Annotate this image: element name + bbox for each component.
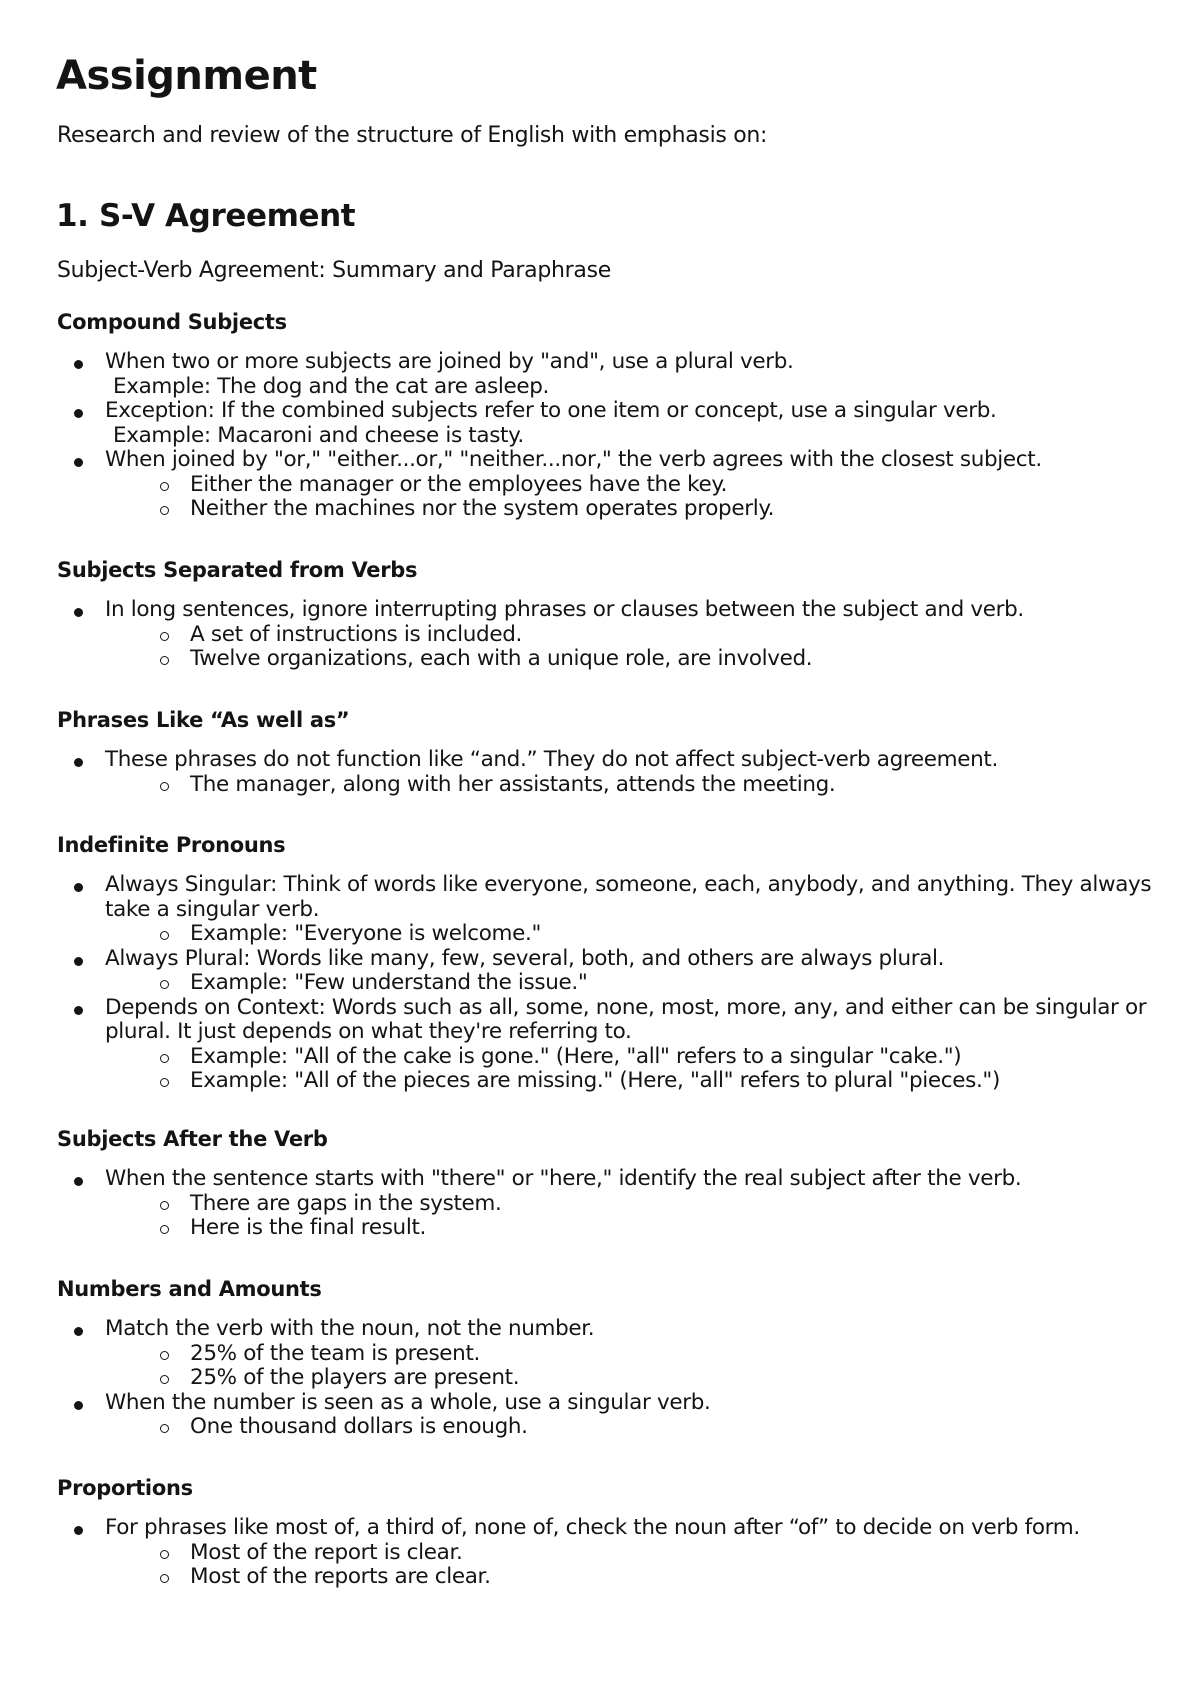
section-subheading: Compound Subjects bbox=[57, 310, 287, 334]
list-item: Exception: If the combined subjects refer to one item or concept, use a singular verb. Example: Macaroni and cheese is tasty. bbox=[57, 399, 1157, 448]
sub-list-item: The manager, along with her assistants, attends the meeting. bbox=[105, 773, 1157, 798]
list-item: Depends on Context: Words such as all, some, none, most, more, any, and either can be singular or plural. It just depends on what they're referring to. Example: "All of the cake is gone." (Here, "all" refers to a singular "cake.") Example: "All of the pieces are missing." (Here, "all" refers to plural "pieces.") bbox=[57, 996, 1157, 1094]
numbers-amounts-section bbox=[57, 1275, 1157, 1440]
sub-list-item: Twelve organizations, each with a unique role, are involved. bbox=[105, 647, 1157, 672]
sub-list-item: A set of instructions is included. bbox=[105, 623, 1157, 648]
section-subheading: Numbers and Amounts bbox=[57, 1277, 322, 1301]
sub-list-item: Here is the final result. bbox=[105, 1216, 1157, 1241]
sub-list-item: Neither the machines nor the system operates properly. bbox=[105, 497, 1157, 522]
as-well-as-section bbox=[57, 706, 1157, 797]
proportions-section bbox=[57, 1474, 1157, 1590]
sub-list-item: Example: "All of the cake is gone." (Here, "all" refers to a singular "cake.") bbox=[105, 1045, 1157, 1070]
list-item: These phrases do not function like “and.” They do not affect subject-verb agreement. The manager, along with her assistants, attends the meeting. bbox=[57, 748, 1157, 797]
section-subheading: Subjects After the Verb bbox=[57, 1127, 328, 1151]
list-item: When joined by "or," "either...or," "neither...nor," the verb agrees with the closest subject. Either the manager or the employees have the key. Neither the machines nor the system operates properly. bbox=[57, 448, 1157, 522]
sub-list-item: One thousand dollars is enough. bbox=[105, 1415, 1157, 1440]
bullet-list bbox=[57, 1167, 1157, 1241]
separated-subjects-section bbox=[57, 556, 1157, 672]
section-subheading: Indefinite Pronouns bbox=[57, 833, 286, 857]
section-subheading: Phrases Like “As well as” bbox=[57, 708, 350, 732]
sub-list-item: 25% of the players are present. bbox=[105, 1366, 1157, 1391]
list-item: Always Singular: Think of words like everyone, someone, each, anybody, and anything. They always take a singular verb. Example: "Everyone is welcome." bbox=[57, 873, 1157, 947]
sub-list-item: There are gaps in the system. bbox=[105, 1192, 1157, 1217]
sub-list-item: Example: "Everyone is welcome." bbox=[105, 922, 1157, 947]
list-item: For phrases like most of, a third of, none of, check the noun after “of” to decide on verb form. Most of the report is clear. Most of the reports are clear. bbox=[57, 1516, 1157, 1590]
bullet-list bbox=[57, 350, 1157, 522]
intro-text: Research and review of the structure of English with emphasis on: bbox=[57, 123, 768, 148]
example-text: Example: The dog and the cat are asleep. bbox=[113, 373, 550, 399]
section-heading: 1. S-V Agreement bbox=[56, 198, 356, 234]
section-subtitle: Subject-Verb Agreement: Summary and Paraphrase bbox=[57, 258, 611, 283]
bullet-list bbox=[57, 748, 1157, 797]
section-subheading: Proportions bbox=[57, 1476, 193, 1500]
sub-list-item: Either the manager or the employees have the key. bbox=[105, 473, 1157, 498]
bullet-list bbox=[57, 1317, 1157, 1440]
list-item: In long sentences, ignore interrupting phrases or clauses between the subject and verb. A set of instructions is included. Twelve organizations, each with a unique role, are involved. bbox=[57, 598, 1157, 672]
subjects-after-verb-section bbox=[57, 1125, 1157, 1241]
sub-list-item: Example: "All of the pieces are missing." (Here, "all" refers to plural "pieces.") bbox=[105, 1069, 1157, 1094]
page-title: Assignment bbox=[56, 53, 317, 99]
bullet-list bbox=[57, 598, 1157, 672]
bullet-list bbox=[57, 1516, 1157, 1590]
sub-list-item: Most of the report is clear. bbox=[105, 1541, 1157, 1566]
sub-list-item: Example: "Few understand the issue." bbox=[105, 971, 1157, 996]
bullet-list bbox=[57, 873, 1157, 1094]
compound-subjects-section bbox=[57, 308, 1157, 522]
section-subheading: Subjects Separated from Verbs bbox=[57, 558, 418, 582]
indefinite-pronouns-section bbox=[57, 831, 1157, 1094]
list-item: Always Plural: Words like many, few, several, both, and others are always plural. Example: "Few understand the issue." bbox=[57, 947, 1157, 996]
list-item: When the sentence starts with "there" or "here," identify the real subject after the verb. There are gaps in the system. Here is the final result. bbox=[57, 1167, 1157, 1241]
sub-list-item: 25% of the team is present. bbox=[105, 1342, 1157, 1367]
example-text: Example: Macaroni and cheese is tasty. bbox=[113, 422, 524, 448]
list-item: When two or more subjects are joined by "and", use a plural verb. Example: The dog and the cat are asleep. bbox=[57, 350, 1157, 399]
list-item: When the number is seen as a whole, use a singular verb. One thousand dollars is enough. bbox=[57, 1391, 1157, 1440]
sub-list-item: Most of the reports are clear. bbox=[105, 1565, 1157, 1590]
list-item: Match the verb with the noun, not the number. 25% of the team is present. 25% of the players are present. bbox=[57, 1317, 1157, 1391]
